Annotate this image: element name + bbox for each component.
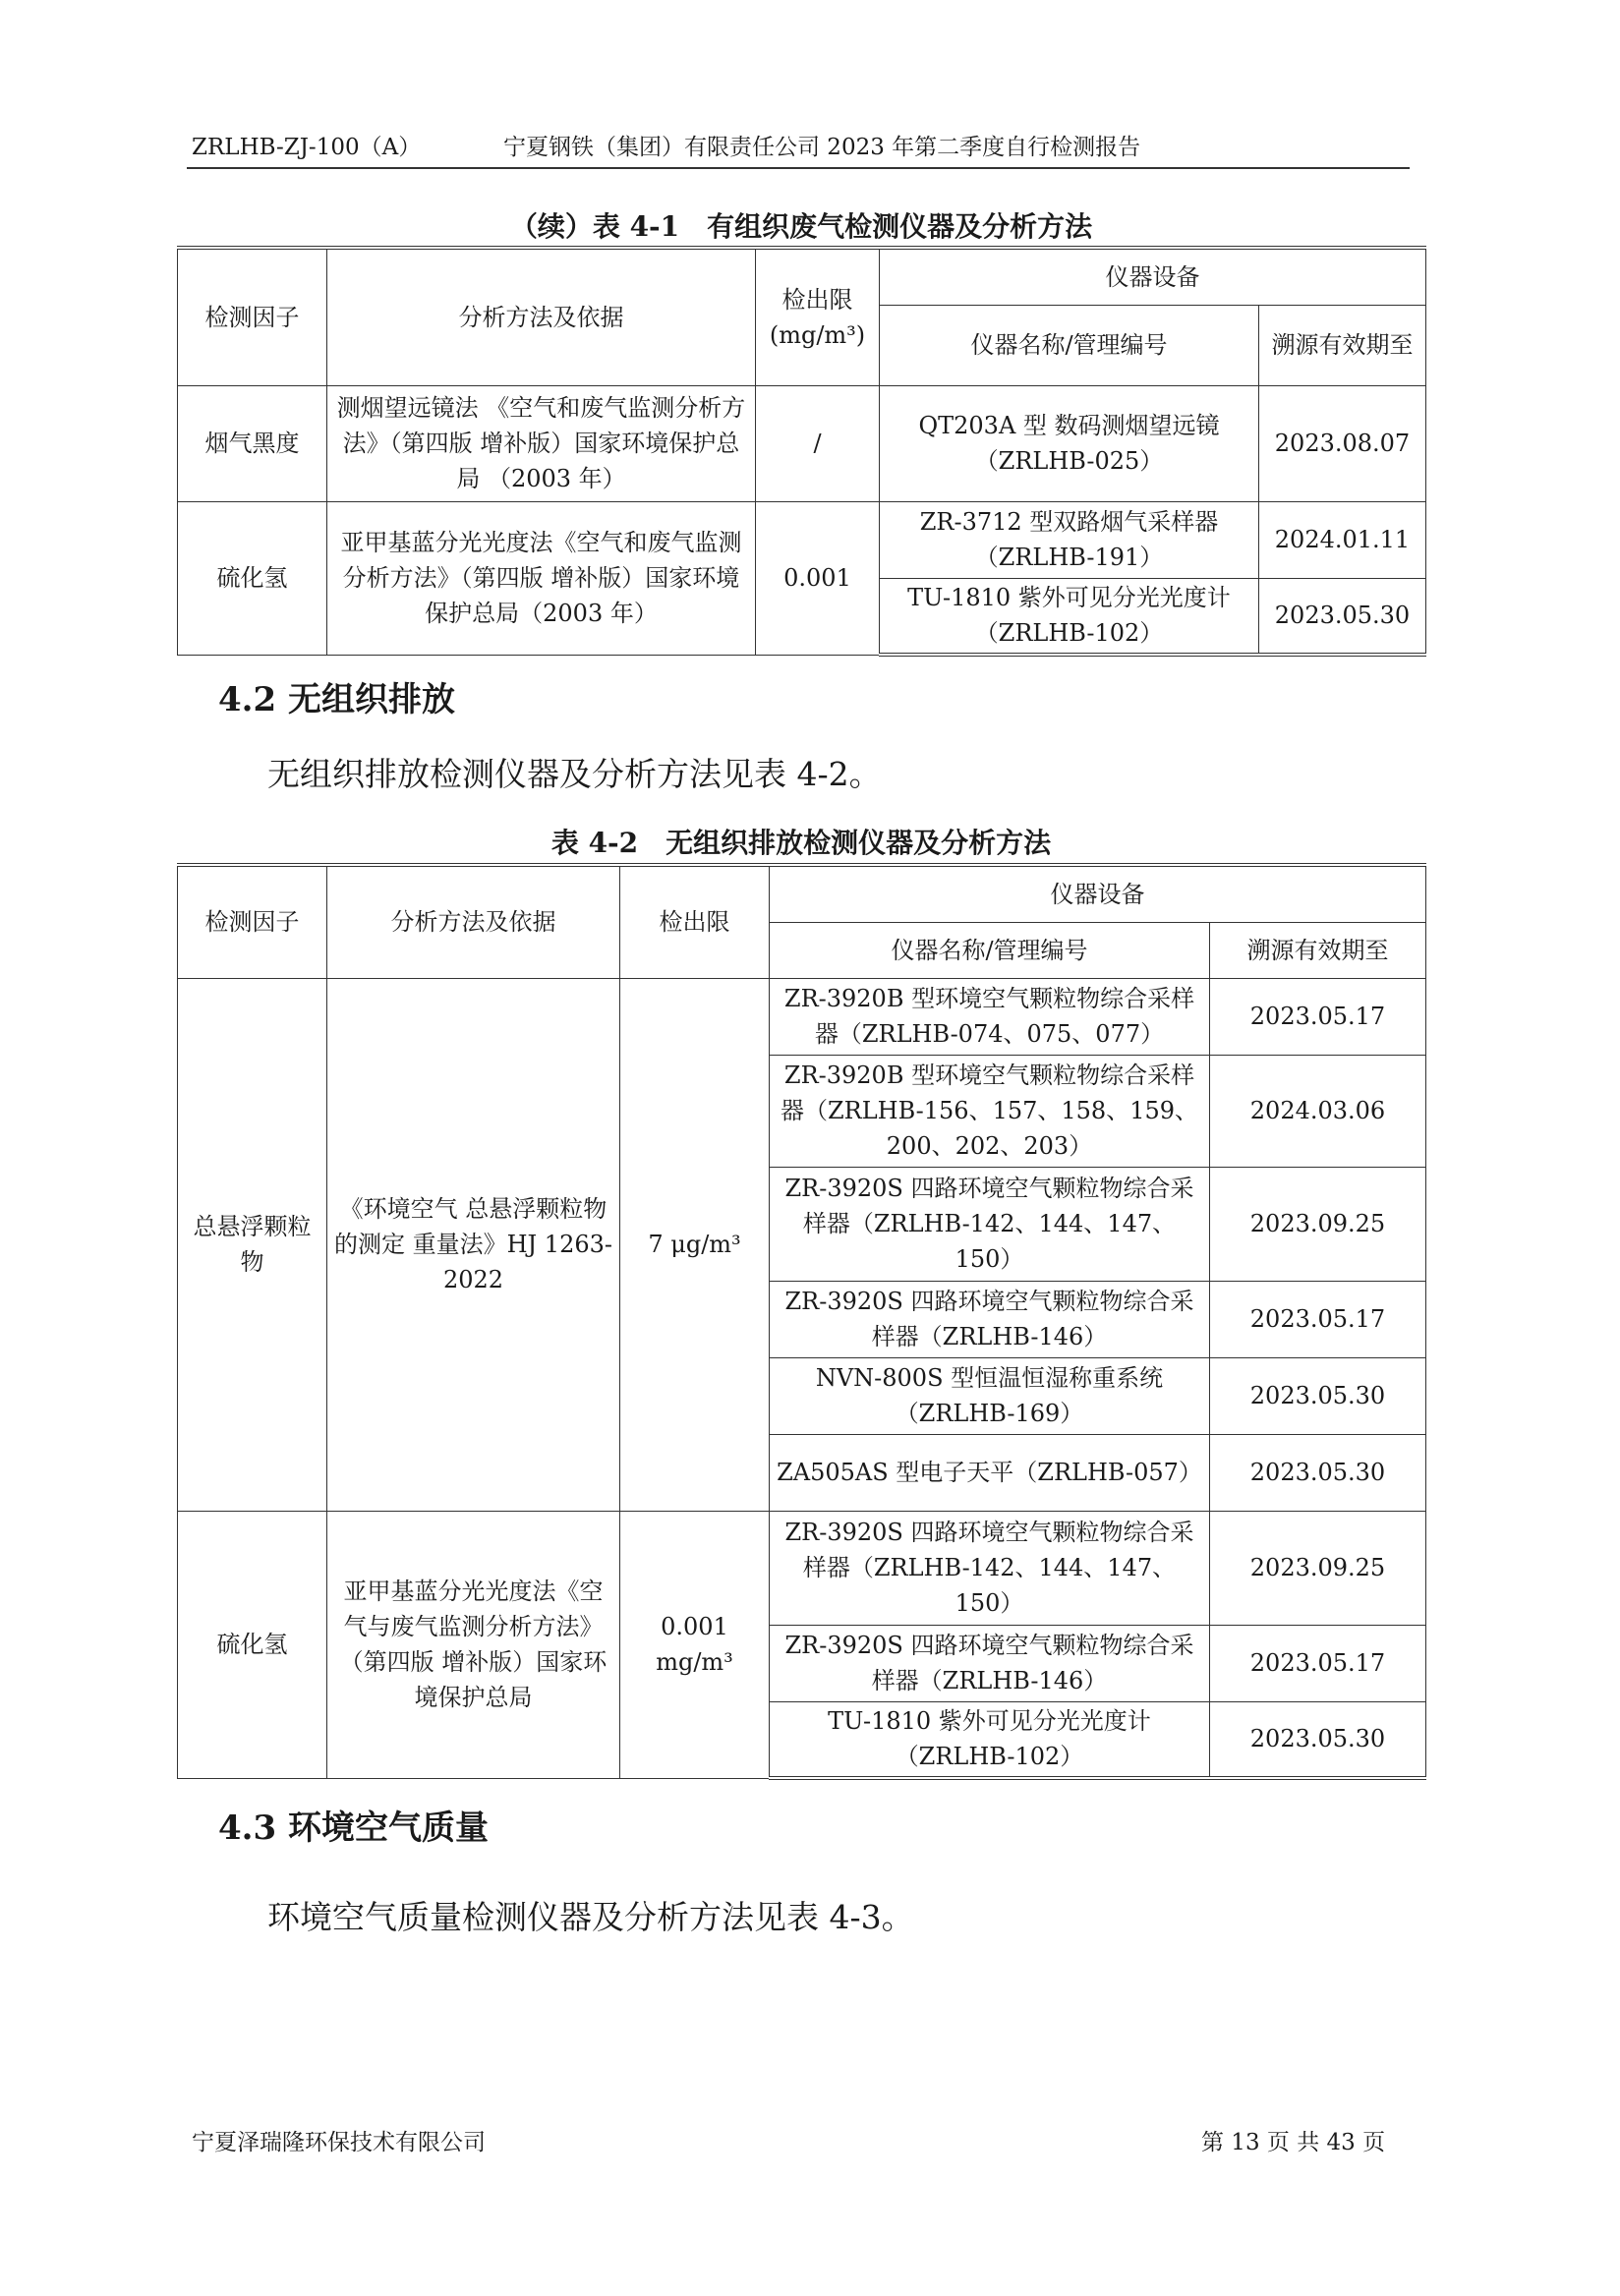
limit-cell: 7 μg/m³ bbox=[620, 978, 770, 1511]
instrument-cell: ZR-3920S 四路环境空气颗粒物综合采样器（ZRLHB-146） bbox=[770, 1281, 1210, 1357]
table1-header-factor: 检测因子 bbox=[178, 248, 327, 385]
factor-cell: 总悬浮颗粒物 bbox=[178, 978, 327, 1511]
instrument-cell: ZR-3712 型双路烟气采样器（ZRLHB-191） bbox=[880, 501, 1259, 578]
table2-header-method: 分析方法及依据 bbox=[327, 865, 620, 978]
instrument-cell: ZR-3920B 型环境空气颗粒物综合采样器（ZRLHB-156、157、158、159、200、202、203） bbox=[770, 1055, 1210, 1167]
table-row bbox=[178, 978, 1426, 1055]
table2-header-instrument: 仪器名称/管理编号 bbox=[770, 922, 1210, 978]
limit-cell: 0.001 bbox=[756, 501, 880, 655]
section-4-3-paragraph: 环境空气质量检测仪器及分析方法见表 4-3。 bbox=[267, 1898, 914, 1936]
method-cell: 测烟望远镜法 《空气和废气监测分析方法》（第四版 增补版）国家环境保护总局 （2003 年） bbox=[327, 385, 756, 501]
table1 bbox=[177, 246, 1426, 657]
instrument-cell: ZA505AS 型电子天平（ZRLHB-057） bbox=[770, 1434, 1210, 1511]
valid-date-cell: 2023.05.17 bbox=[1210, 1281, 1426, 1357]
page-number: 第 13 页 共 43 页 bbox=[1201, 2130, 1386, 2155]
valid-date-cell: 2023.05.17 bbox=[1210, 978, 1426, 1055]
factor-cell: 硫化氢 bbox=[178, 501, 327, 655]
limit-cell: 0.001 mg/m³ bbox=[620, 1511, 770, 1778]
table2-header-valid: 溯源有效期至 bbox=[1210, 922, 1426, 978]
valid-date-cell: 2023.09.25 bbox=[1210, 1511, 1426, 1625]
table-row bbox=[178, 385, 1426, 501]
valid-date-cell: 2023.05.30 bbox=[1210, 1357, 1426, 1434]
valid-date-cell: 2023.09.25 bbox=[1210, 1167, 1426, 1281]
table2-caption: 表 4-2 无组织排放检测仪器及分析方法 bbox=[550, 827, 1052, 859]
instrument-cell: QT203A 型 数码测烟望远镜（ZRLHB-025） bbox=[880, 385, 1259, 501]
table1-caption: （续）表 4-1 有组织废气检测仪器及分析方法 bbox=[509, 210, 1093, 243]
valid-date-cell: 2024.01.11 bbox=[1259, 501, 1426, 578]
table-row bbox=[178, 501, 1426, 578]
instrument-cell: TU-1810 紫外可见分光光度计（ZRLHB-102） bbox=[880, 578, 1259, 655]
report-title: 宁夏钢铁（集团）有限责任公司 2023 年第二季度自行检测报告 bbox=[503, 135, 1141, 160]
valid-date-cell: 2023.08.07 bbox=[1259, 385, 1426, 501]
table1-header-valid: 溯源有效期至 bbox=[1259, 305, 1426, 385]
table1-header-instrument: 仪器名称/管理编号 bbox=[880, 305, 1259, 385]
table1-header-method: 分析方法及依据 bbox=[327, 248, 756, 385]
table2-header-limit: 检出限 bbox=[620, 865, 770, 978]
valid-date-cell: 2023.05.30 bbox=[1259, 578, 1426, 655]
method-cell: 亚甲基蓝分光光度法《空气和废气监测分析方法》（第四版 增补版）国家环境保护总局（2003 年） bbox=[327, 501, 756, 655]
valid-date-cell: 2024.03.06 bbox=[1210, 1055, 1426, 1167]
factor-cell: 烟气黑度 bbox=[178, 385, 327, 501]
method-cell: 《环境空气 总悬浮颗粒物的测定 重量法》HJ 1263-2022 bbox=[327, 978, 620, 1511]
instrument-cell: ZR-3920S 四路环境空气颗粒物综合采样器（ZRLHB-142、144、147、150） bbox=[770, 1167, 1210, 1281]
valid-date-cell: 2023.05.30 bbox=[1210, 1434, 1426, 1511]
section-4-2-paragraph: 无组织排放检测仪器及分析方法见表 4-2。 bbox=[267, 755, 882, 793]
limit-cell: / bbox=[756, 385, 880, 501]
instrument-cell: ZR-3920S 四路环境空气颗粒物综合采样器（ZRLHB-146） bbox=[770, 1625, 1210, 1701]
factor-cell: 硫化氢 bbox=[178, 1511, 327, 1778]
header-divider bbox=[187, 167, 1410, 169]
section-heading-4-2: 4.2 无组织排放 bbox=[218, 680, 455, 719]
table-row bbox=[178, 1511, 1426, 1625]
instrument-cell: TU-1810 紫外可见分光光度计（ZRLHB-102） bbox=[770, 1701, 1210, 1778]
valid-date-cell: 2023.05.17 bbox=[1210, 1625, 1426, 1701]
table2 bbox=[177, 863, 1426, 1780]
method-cell: 亚甲基蓝分光光度法《空气与废气监测分析方法》（第四版 增补版）国家环境保护总局 bbox=[327, 1511, 620, 1778]
instrument-cell: ZR-3920S 四路环境空气颗粒物综合采样器（ZRLHB-142、144、147、150） bbox=[770, 1511, 1210, 1625]
table2-header-factor: 检测因子 bbox=[178, 865, 327, 978]
section-heading-4-3: 4.3 环境空气质量 bbox=[218, 1808, 489, 1848]
valid-date-cell: 2023.05.30 bbox=[1210, 1701, 1426, 1778]
table1-header-limit: 检出限 (mg/m³) bbox=[756, 248, 880, 385]
instrument-cell: NVN-800S 型恒温恒湿称重系统（ZRLHB-169） bbox=[770, 1357, 1210, 1434]
instrument-cell: ZR-3920B 型环境空气颗粒物综合采样器（ZRLHB-074、075、077） bbox=[770, 978, 1210, 1055]
doc-code: ZRLHB-ZJ-100（A） bbox=[192, 135, 422, 160]
footer-company: 宁夏泽瑞隆环保技术有限公司 bbox=[192, 2130, 486, 2155]
table2-header-equipment: 仪器设备 bbox=[770, 865, 1426, 922]
table1-header-equipment: 仪器设备 bbox=[880, 248, 1426, 305]
